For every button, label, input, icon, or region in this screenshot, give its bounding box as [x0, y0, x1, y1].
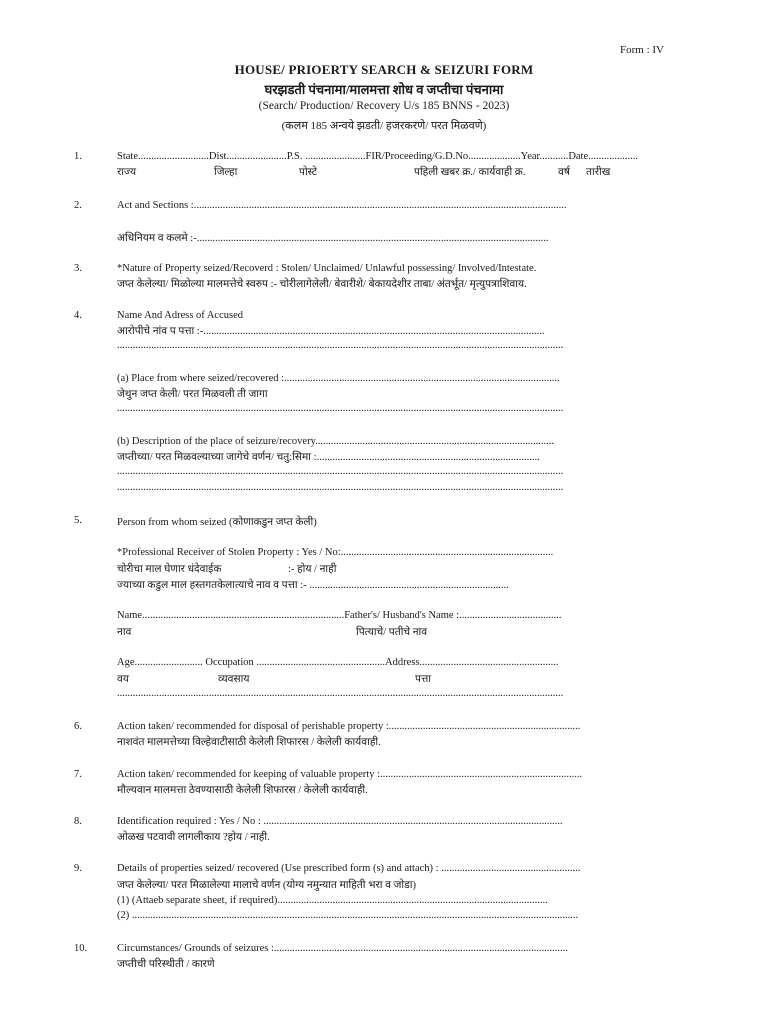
- seizure-place-field-line[interactable]: ..........................................................................................................................................................................: [117, 403, 564, 414]
- nature-of-property-text-marathi: जप्त केलेल्या/ मिळोल्या मालमत्तेचे स्वरुप :- चोरीलागेलेली/ बेवारीशे/ बेकायदेशीर ताबा/ अंतर्भूत/ मृत्युपत्राशिवाय.: [117, 279, 527, 290]
- property-details-field[interactable]: Details of properties seized/ recovered (Use prescribed form (s) and attach) : .....................................................: [117, 863, 581, 874]
- seizure-grounds-label-marathi: जप्तीची परिस्थीती / कारणे: [117, 959, 215, 970]
- seizure-grounds-field[interactable]: Circumstances/ Grounds of seizures :................................................................................................................: [117, 943, 568, 954]
- section-7-number: 7.: [74, 769, 82, 780]
- form-title-english: HOUSE/ PRIOERTY SEARCH & SEIZURI FORM: [234, 62, 534, 77]
- father-husband-label-marathi: पित्याचे/ पतीचे नाव: [356, 627, 428, 638]
- accused-name-address-label: Name And Adress of Accused: [117, 310, 243, 321]
- form-title-marathi: घरझडती पंचनामा/मालमत्ता शोध व जप्तीचा पंचनामा: [264, 82, 504, 97]
- accused-name-address-field[interactable]: आरोपीचे नांव प पत्ता :-..................................................................................................................................: [117, 326, 545, 337]
- seizure-place-description-field-marathi[interactable]: जप्तीच्या/ परत मिळवल्याच्या जागेचे वर्णन/ चतु:सिमा :.....................................................................................: [117, 452, 540, 463]
- identification-required-label-marathi: ओळख पटवावी लागलीकाय ?होय / नाही.: [117, 832, 270, 843]
- section-1-fields-line[interactable]: State...........................Dist.......................P.S. .......................FIR/Proceeding/G.D.No....................Year...........Date...................: [117, 151, 639, 162]
- seizure-description-field-line[interactable]: ..........................................................................................................................................................................: [117, 482, 564, 493]
- year-label-marathi: वर्ष: [558, 167, 570, 178]
- section-4-number: 4.: [74, 310, 82, 321]
- identification-required-field[interactable]: Identification required : Yes / No : ..................................................................................................................: [117, 816, 563, 827]
- section-5-number: 5.: [74, 515, 82, 526]
- property-details-label-marathi: जप्त केलेल्या/ परत मिळालेल्या मालाचे वर्णन (योग्य नमुन्यात माहिती भरा व जोडा): [117, 880, 416, 891]
- professional-receiver-field[interactable]: *Professional Receiver of Stolen Property : Yes / No:.................................................................................: [117, 547, 554, 558]
- property-detail-item-1[interactable]: (1) (Attaeb separate sheet, if required).......................................................................................................: [117, 895, 548, 906]
- nature-of-property-text: *Nature of Property seized/Recoverd : Stolen/ Unclaimed/ Unlawful possessing/ Involved/Intestate.: [117, 263, 537, 274]
- section-1-number: 1.: [74, 151, 82, 162]
- custody-person-field[interactable]: ज्याच्या कडुल माल हस्तगतकेलात्याचे नाव व पत्ता :- ............................................................................: [117, 580, 509, 591]
- date-label-marathi: तारीख: [586, 167, 611, 178]
- fir-label-marathi: पहिली खबर क्र./ कार्यवाही क्र.: [414, 167, 526, 178]
- name-father-name-fields[interactable]: Name.............................................................................Father's/ Husband's Name :.......................................: [117, 610, 562, 621]
- yes-no-label-marathi: :- होय / नाही: [288, 564, 337, 575]
- perishable-property-action-label-marathi: नाशवंत मालमत्तेच्या विल्हेवाटीसाठी केलेली शिफारस / केलेली कार्यवाही.: [117, 737, 381, 748]
- seizure-place-field[interactable]: (a) Place from where seized/recovered :.........................................................................................................: [117, 373, 560, 384]
- occupation-label-marathi: व्यवसाय: [218, 674, 250, 685]
- age-occupation-address-fields[interactable]: Age.......................... Occupation .................................................Address.....................................................: [117, 657, 559, 668]
- section-2-number: 2.: [74, 200, 82, 211]
- age-label-marathi: वय: [117, 674, 129, 685]
- section-3-number: 3.: [74, 263, 82, 274]
- form-subtitle-marathi: (कलम 185 अन्वये झडती/ हजरकरणे/ परत मिळवणे): [281, 120, 487, 132]
- accused-address-field-line[interactable]: ..........................................................................................................................................................................: [117, 340, 564, 351]
- act-sections-field[interactable]: Act and Sections :..............................................................................................................................................: [117, 200, 567, 211]
- district-label-marathi: जिल्हा: [214, 167, 238, 178]
- section-6-number: 6.: [74, 721, 82, 732]
- section-10-number: 10.: [74, 943, 88, 954]
- professional-receiver-label-marathi: चोरीचा माल घेणार धंदेवाईक: [117, 564, 222, 575]
- police-station-label-marathi: पोस्टे: [299, 167, 318, 178]
- form-subtitle-english: (Search/ Production/ Recovery U/s 185 BNNS - 2023): [258, 100, 510, 112]
- section-9-number: 9.: [74, 863, 82, 874]
- address-field-line[interactable]: ..........................................................................................................................................................................: [117, 688, 564, 699]
- name-label-marathi: नाव: [117, 627, 132, 638]
- act-sections-field-marathi[interactable]: अधिनियम व कलमे :-......................................................................................................................................: [117, 233, 549, 244]
- section-8-number: 8.: [74, 816, 82, 827]
- property-detail-item-2[interactable]: (2) ..........................................................................................................................................................................: [117, 910, 579, 921]
- seizure-place-label-marathi: जेथुन जप्त केली/ परत मिळवली ती जागा: [117, 389, 268, 400]
- address-label-marathi: पत्ता: [415, 674, 431, 685]
- perishable-property-action-field[interactable]: Action taken/ recommended for disposal of perishable property :.........................................................................: [117, 721, 581, 732]
- valuable-property-action-label-marathi: मौल्यवान मालमत्ता ठेवण्यासाठी केलेली शिफारस / केलेली कार्यवाही.: [117, 785, 368, 796]
- seizure-description-field-line[interactable]: ..........................................................................................................................................................................: [117, 466, 564, 477]
- form-number: Form : IV: [620, 44, 664, 56]
- person-seized-from-heading: Person from whom seized (कोणाकडुन जप्त केली): [117, 517, 317, 528]
- seizure-place-description-field[interactable]: (b) Description of the place of seizure/recovery...........................................................................................: [117, 436, 555, 447]
- state-label-marathi: राज्य: [117, 167, 137, 178]
- valuable-property-action-field[interactable]: Action taken/ recommended for keeping of valuable property :.............................................................................: [117, 769, 583, 780]
